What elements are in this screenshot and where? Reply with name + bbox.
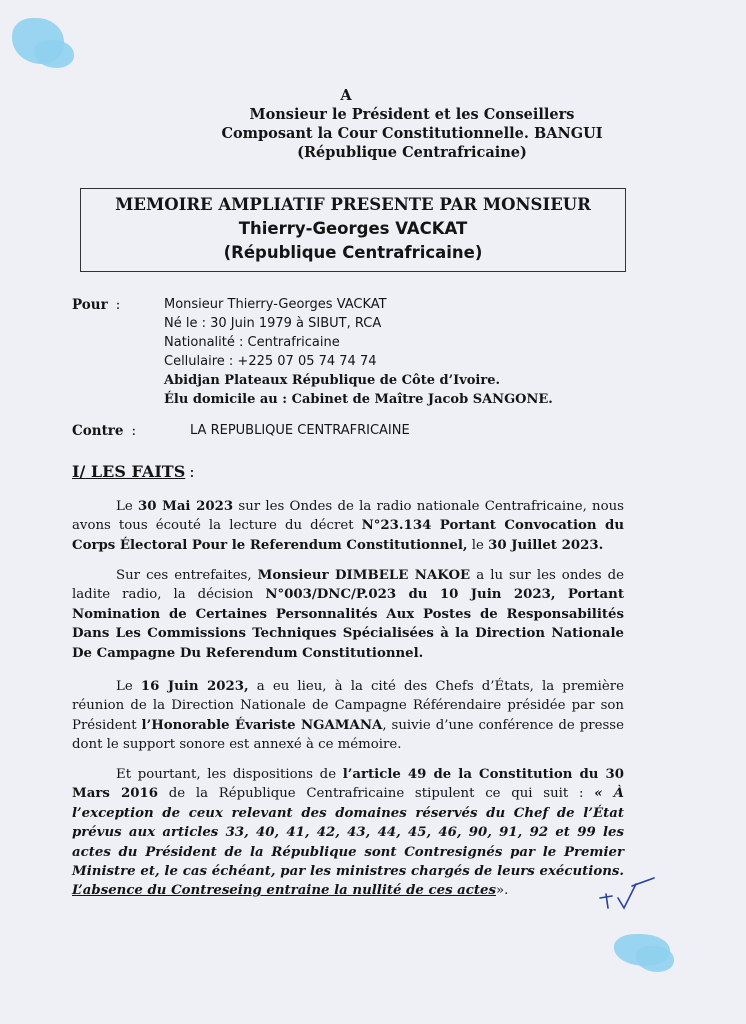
party-name: Monsieur Thierry-Georges VACKAT — [164, 297, 387, 312]
party-birth: Né le : 30 Juin 1979 à SIBUT, RCA — [164, 316, 382, 331]
pour-label: Pour : — [72, 297, 121, 313]
document-title: MEMOIRE AMPLIATIF PRESENTE PAR MONSIEUR — [115, 195, 591, 214]
contre-value: LA REPUBLIQUE CENTRAFRICAINE — [190, 423, 410, 438]
address-to: A — [340, 87, 352, 104]
pour-details — [164, 295, 553, 409]
paragraph-1: Le 30 Mai 2023 sur les Ondes de la radio nationale Centrafricaine, nous avons tous écouté la lecture du décret N°23.134 Portant Convocation du Corps Électoral Pour le Referendum Constitutionnel, le 30 Juillet 2023. — [72, 499, 624, 553]
document-author: Thierry-Georges VACKAT — [238, 219, 468, 238]
paragraph-4: Et pourtant, les dispositions de l’article 49 de la Constitution du 30 Mars 2016 de la République Centrafricaine stipulent ce qui suit : « À l’exception de ceux relevant des domaines réservés du Chef de l’État prévus aux articles 33, 40, 41, 42, 43, 44, 45, 46, 90, 91, 92 et 99 les actes du Président de la République sont Contresignés par le Premier Ministre et, le cas échéant, par les ministres chargés de leurs exécutions. L’absence du Contreseing entraine la nullité de ces actes». — [72, 767, 624, 899]
party-domicile: Élu domicile au : Cabinet de Maître Jacob SANGONE. — [164, 392, 553, 407]
paragraph-2: Sur ces entrefaites, Monsieur DIMBELE NAKOE a lu sur les ondes de ladite radio, la décision N°003/DNC/P.023 du 10 Juin 2023, Portant Nomination de Certaines Personnalités Aux Postes de Responsabilités Dans Les Commissions Techniques Spécialisées à la Direction Nationale De Campagne Du Referendum Constitutionnel. — [72, 568, 625, 661]
address-line-2: Composant la Cour Constitutionnelle. BANGUI — [221, 125, 603, 142]
address-line-3: (République Centrafricaine) — [297, 144, 527, 161]
document-title-box — [80, 188, 626, 272]
party-address: Abidjan Plateaux République de Côte d’Ivoire. — [164, 373, 501, 388]
contre-label: Contre : — [72, 423, 137, 439]
address-block — [0, 86, 746, 162]
party-phone: Cellulaire : +225 07 05 74 74 74 — [164, 354, 377, 369]
document-author-country: (République Centrafricaine) — [223, 243, 483, 262]
paragraph-3: Le 16 Juin 2023, a eu lieu, à la cité des Chefs d’États, la première réunion de la Direction Nationale de Campagne Référendaire présidée par son Président l’Honorable Évariste NGAMANA, suivie d’une conférence de presse dont le support sonore est annexé à ce mémoire. — [72, 679, 624, 753]
initials-signature-icon — [596, 874, 660, 918]
address-line-1: Monsieur le Président et les Conseillers — [249, 106, 575, 123]
section-heading: I/ LES FAITS : — [72, 462, 195, 481]
blue-marker-blot — [636, 946, 674, 972]
party-nationality: Nationalité : Centrafricaine — [164, 335, 340, 350]
